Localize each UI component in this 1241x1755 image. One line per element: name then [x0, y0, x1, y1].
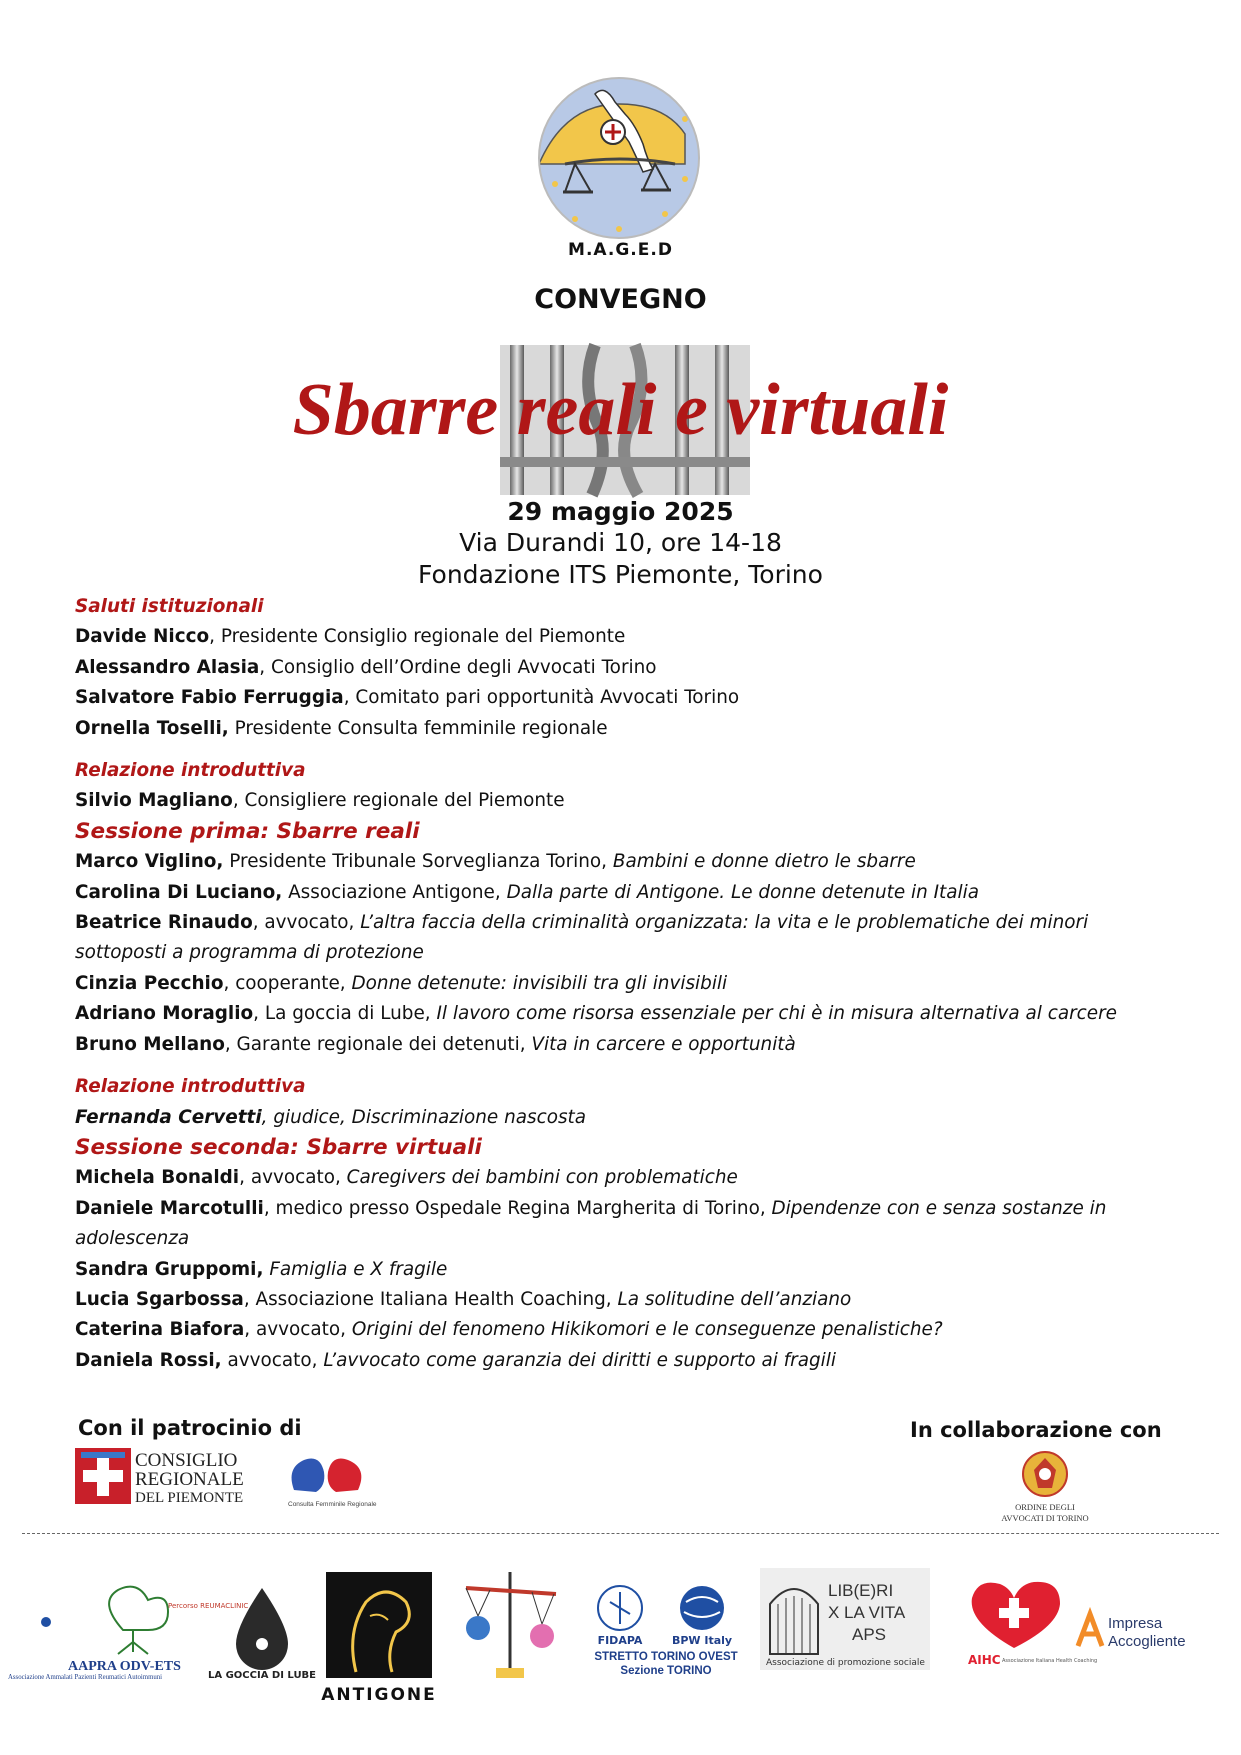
speaker-entry	[75, 683, 1185, 713]
justice-scales-logo	[456, 1568, 564, 1680]
organization-name: M.A.G.E.D	[568, 240, 673, 260]
speaker-role: , avvocato,	[252, 912, 361, 934]
talk-title: Vita in carcere e opportunità	[531, 1033, 796, 1055]
talk-title: Famiglia e X fragile	[269, 1258, 448, 1280]
program-list	[75, 592, 1185, 1376]
talk-title: Caregivers dei bambini con problematiche	[346, 1167, 738, 1189]
speaker-name: Marco Viglino,	[75, 851, 224, 873]
svg-text:Associazione di promozione soc: Associazione di promozione sociale	[766, 1658, 925, 1668]
speaker-role: , Garante regionale dei detenuti,	[224, 1033, 532, 1055]
speaker-entry	[75, 1163, 1185, 1193]
bpw-italy-logo	[658, 1584, 748, 1646]
event-address: Via Durandi 10, ore 14-18	[459, 528, 782, 557]
speaker-entry	[75, 1255, 1185, 1285]
speaker-entry	[75, 969, 1185, 999]
section-heading: Sessione seconda: Sbarre virtuali	[75, 1134, 482, 1160]
svg-text:APS: APS	[852, 1625, 887, 1644]
patronage-label: Con il patrocinio di	[78, 1416, 302, 1440]
svg-text:LA GOCCIA DI LUBE: LA GOCCIA DI LUBE	[207, 1670, 317, 1681]
speaker-name: Beatrice Rinaudo	[75, 912, 253, 934]
svg-text:Associazione Italiana Health C: Associazione Italiana Health Coaching	[1002, 1658, 1098, 1664]
speaker-role: Presidente Consulta femminile regionale	[228, 717, 608, 739]
speaker-name: Davide Nicco	[75, 626, 210, 648]
speaker-name: Silvio Magliano	[75, 790, 233, 812]
svg-text:X LA VITA: X LA VITA	[828, 1603, 906, 1622]
speaker-entry	[75, 999, 1185, 1029]
speaker-entry	[75, 878, 1185, 908]
svg-text:Associazione Ammalati Pazienti: Associazione Ammalati Pazienti Reumatici Autoimmuni	[8, 1674, 163, 1681]
speaker-entry	[75, 653, 1185, 683]
speaker-role: , Comitato pari opportunità Avvocati Torino	[343, 687, 740, 709]
consulta-femminile-logo	[282, 1448, 377, 1510]
svg-text:AAPRA ODV-ETS: AAPRA ODV-ETS	[68, 1659, 181, 1674]
speaker-role: , Presidente Consiglio regionale del Piemonte	[209, 626, 626, 648]
svg-text:ANTIGONE: ANTIGONE	[321, 1685, 437, 1705]
svg-text:Impresa: Impresa	[1108, 1615, 1163, 1632]
svg-text:AIHC: AIHC	[968, 1653, 1001, 1667]
fidapa-sub-2: Sezione TORINO	[620, 1665, 712, 1677]
speaker-entry	[75, 1346, 1185, 1376]
speaker-entry	[75, 847, 1185, 877]
fidapa-logo	[586, 1584, 656, 1646]
speaker-name: Lucia Sgarbossa	[75, 1288, 244, 1310]
aapra-logo	[8, 1582, 249, 1681]
talk-title: , giudice, Discriminazione nascosta	[261, 1106, 587, 1128]
speaker-role: avvocato,	[221, 1349, 324, 1371]
ordine-avvocati-torino-logo	[990, 1444, 1100, 1524]
section-heading: Relazione introduttiva	[75, 760, 306, 782]
speaker-name: Caterina Biafora	[75, 1319, 245, 1341]
speaker-entry	[75, 1030, 1185, 1060]
antigone-logo	[321, 1572, 437, 1705]
speaker-entry	[75, 786, 1185, 816]
event-venue: Fondazione ITS Piemonte, Torino	[418, 560, 823, 589]
speaker-role: , cooperante,	[223, 972, 352, 994]
speaker-name: Adriano Moraglio	[75, 1003, 254, 1025]
speaker-entry	[75, 1315, 1185, 1345]
speaker-role: , Associazione Italiana Health Coaching,	[243, 1288, 618, 1310]
speaker-name: Fernanda Cervetti	[75, 1106, 262, 1128]
speaker-role: , Consigliere regionale del Piemonte	[232, 790, 565, 812]
speaker-entry	[75, 1285, 1185, 1315]
talk-title: Bambini e donne dietro le sbarre	[612, 851, 916, 873]
talk-title: Origini del fenomeno Hikikomori e le conseguenze penalistiche?	[351, 1319, 943, 1341]
section-heading: Saluti istituzionali	[75, 596, 264, 617]
fidapa-bpw-caption	[586, 1650, 746, 1678]
speaker-role: Associazione Antigone,	[282, 881, 507, 903]
speaker-name: Michela Bonaldi	[75, 1167, 240, 1189]
speaker-name: Carolina Di Luciano,	[75, 881, 283, 903]
fidapa-sub-1: STRETTO TORINO OVEST	[594, 1651, 738, 1663]
svg-text:Accogliente: Accogliente	[1108, 1633, 1186, 1650]
speaker-entry	[75, 1103, 1185, 1133]
speaker-entry	[75, 908, 1185, 969]
talk-title: Dipendenze con e senza sostanze in adolescenza	[75, 1197, 1107, 1250]
speaker-name: Cinzia Pecchio	[75, 972, 224, 994]
speaker-entry	[75, 1194, 1185, 1255]
talk-title: L’avvocato come garanzia dei diritti e supporto ai fragili	[323, 1349, 836, 1371]
speaker-role: Presidente Tribunale Sorveglianza Torino,	[223, 851, 613, 873]
section-heading: Sessione prima: Sbarre reali	[75, 818, 420, 844]
svg-text:LIB(E)RI: LIB(E)RI	[828, 1581, 894, 1600]
liberi-per-la-vita-logo	[760, 1568, 930, 1670]
impresa-accogliente-logo	[1074, 1608, 1204, 1656]
speaker-name: Daniela Rossi,	[75, 1349, 222, 1371]
maged-emblem-logo	[535, 74, 703, 242]
talk-title: L’altra faccia della criminalità organizzata: la vita e le problematiche dei minori sottoposti a programma di protezione	[75, 912, 1089, 964]
speaker-role: , avvocato,	[244, 1319, 352, 1341]
speaker-role: , Consiglio dell’Ordine degli Avvocati Torino	[259, 656, 657, 678]
svg-text:Percorso REUMACLINIC: Percorso REUMACLINIC	[168, 1602, 249, 1610]
section-heading: Relazione introduttiva	[75, 1076, 306, 1098]
speaker-role: , La goccia di Lube,	[253, 1003, 437, 1025]
svg-text:CONSIGLIO: CONSIGLIO	[135, 1450, 238, 1471]
speaker-role: , medico presso Ospedale Regina Margherita di Torino,	[263, 1197, 772, 1219]
svg-text:REGIONALE: REGIONALE	[135, 1469, 244, 1490]
event-type: CONVEGNO	[534, 284, 707, 315]
aihc-logo	[960, 1574, 1098, 1670]
speaker-name: Salvatore Fabio Ferruggia	[75, 687, 344, 709]
speaker-entry	[75, 714, 1185, 744]
event-title: Sbarre reali e virtuali	[292, 369, 949, 451]
consiglio-regionale-logo	[75, 1446, 265, 1506]
talk-title: Dalla parte di Antigone. Le donne detenute in Italia	[506, 881, 979, 903]
divider-line	[22, 1533, 1219, 1534]
talk-title: La solitudine dell’anziano	[617, 1288, 852, 1310]
speaker-entry	[75, 622, 1185, 652]
svg-text:DEL PIEMONTE: DEL PIEMONTE	[135, 1490, 244, 1506]
svg-text:AVVOCATI DI TORINO: AVVOCATI DI TORINO	[1001, 1513, 1089, 1523]
speaker-name: Ornella Toselli,	[75, 717, 229, 739]
svg-text:FIDAPA: FIDAPA	[597, 1634, 643, 1647]
svg-text:Consulta Femminile Regionale: Consulta Femminile Regionale	[288, 1501, 377, 1508]
speaker-role: , avvocato,	[239, 1167, 347, 1189]
speaker-name: Alessandro Alasia	[75, 656, 260, 678]
svg-text:ORDINE DEGLI: ORDINE DEGLI	[1015, 1502, 1075, 1512]
event-date: 29 maggio 2025	[507, 497, 734, 526]
svg-text:BPW Italy: BPW Italy	[671, 1634, 733, 1647]
speaker-name: Daniele Marcotulli	[75, 1197, 264, 1219]
speaker-name: Bruno Mellano	[75, 1033, 225, 1055]
speaker-name: Sandra Gruppomi,	[75, 1258, 264, 1280]
talk-title: Il lavoro come risorsa essenziale per chi è in misura alternativa al carcere	[436, 1003, 1117, 1025]
talk-title: Donne detenute: invisibili tra gli invisibili	[351, 972, 728, 994]
collaboration-label: In collaborazione con	[910, 1418, 1162, 1442]
